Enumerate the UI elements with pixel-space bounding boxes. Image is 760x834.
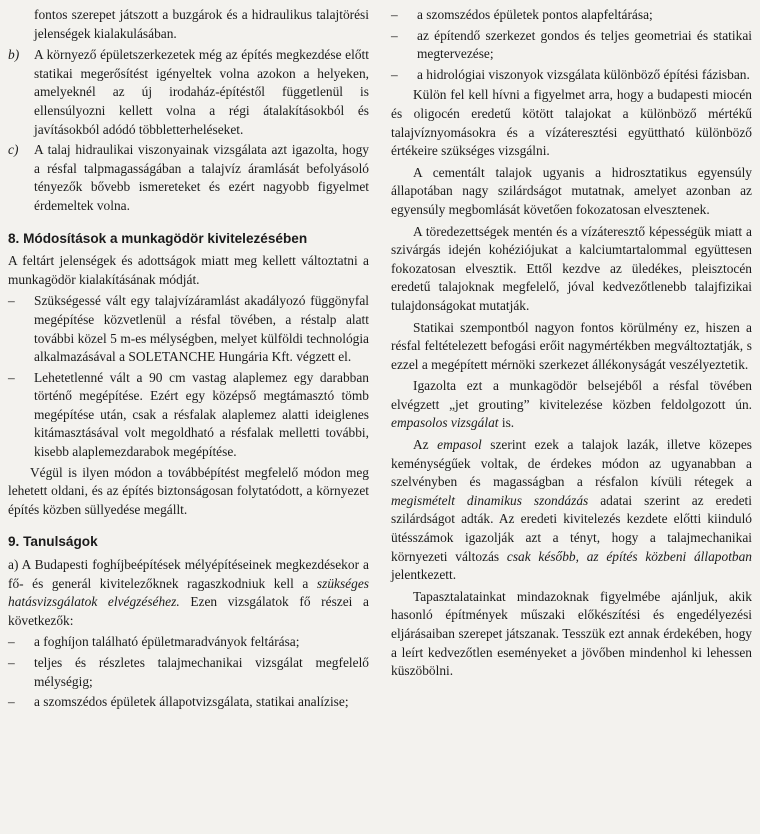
text-run: Az xyxy=(413,437,429,453)
bullet-item xyxy=(8,292,369,366)
italic-emphasis: szükséges hatásvizsgálatok elvégzéséhez. xyxy=(8,575,369,610)
paragraph: Külön fel kell hívni a figyelmet arra, hogy a budapesti miocén és oligocén eredetű kötött talajokat a különböző mértékű talajvíznyomásokra és a vízáteresztési együttható különböző értékeire szükséges vizsgálni. xyxy=(391,87,752,159)
bullet-item xyxy=(391,66,752,85)
italic-emphasis: empasolos vizsgálat xyxy=(391,415,499,431)
paragraph: A töredezettségek mentén és a vízáteresztő képességük miatt a szivárgás idején kohéziójukat a kalciumtartalommal együttesen fokozatosan elvesztik. Ettől kezdve az üledékes, pleisztocén eredetű talajoknak megfelelő, jóval kedvezőtlenebb talajfizikai tulajdonságokat mutatják. xyxy=(391,223,752,313)
bullet-dash: – xyxy=(391,27,398,43)
bullet-text: a szomszédos épületek állapotvizsgálata, statikai analízise; xyxy=(34,694,349,710)
list-marker: b) xyxy=(8,47,20,63)
italic-emphasis: empasol xyxy=(437,437,482,453)
section-heading-8: 8. Módosítások a munkagödör kivitelezésében xyxy=(8,230,308,246)
bullet-dash: – xyxy=(8,293,15,309)
section-8-conclusion: Végül is ilyen módon a továbbépítést megfelelő módon meg lehetett oldani, és az építés biztonságosan folytatódott, a környezet építés közben süllyedése megállt. xyxy=(8,464,369,517)
bullet-dash: – xyxy=(391,7,398,22)
section-9-paragraph-a xyxy=(8,556,369,630)
text-run: a) A Budapesti foghíjbeépítések mélyépítéseinek megkezdésekor a fő- és generál kivitelezőknek ragaszkodniuk kell a xyxy=(8,557,369,591)
text-run: Igazolta ezt a munkagödör belsejéből a résfal tövében elvégzett „jet grouting” kivitelezése közben feldolgozott ún. xyxy=(391,378,752,412)
list-item-text: A környező épületszerkezetek még az építés megkezdése előtt statikai megerősítést igényeltek volna azokon a helyeken, amelyeknél az új irodaház-építéstől függetlenül is ellensúlyozni kellett volna a régi átalakításokból és javításokból adódó többletterheléseket. xyxy=(34,47,369,137)
bullet-text: a foghíjon található épületmaradványok feltárása; xyxy=(34,634,300,650)
right-column xyxy=(391,6,752,834)
bullet-text: a szomszédos épületek pontos alapfeltárása; xyxy=(417,7,653,22)
paragraph: A cementált talajok ugyanis a hidrosztatikus egyensúly állapotában nagy szilárdságot mutatnak, amelyet azonban az egyensúly megbomlását követően fokozatosan elvesztenek. xyxy=(391,164,752,217)
bullet-text: Szükségessé vált egy talajvízáramlást akadályozó függönyfal megépítése közvetlenül a résfal tövében, a réstalp alatt további közel 5 m-es mélységben, melyet külföldi technológia alkalmazásával a SOLETANCHE Hungária Kft. végzett el. xyxy=(34,293,369,365)
section-8-intro: A feltárt jelenségek és adottságok miatt meg kellett változtatni a munkagödör kialakításának módját. xyxy=(8,253,369,287)
list-item-text: A talaj hidraulikai viszonyainak vizsgálata azt igazolta, hogy a résfal talpmagasságában a talajvíz áramlását befolyásoló tényezők bővebb ismereteket és ezért nagyobb figyelmet érdemeltek volna. xyxy=(34,142,369,213)
bullet-item xyxy=(391,27,752,64)
text-run: jelentkezett. xyxy=(391,567,457,583)
bullet-dash: – xyxy=(391,66,398,82)
paragraph xyxy=(391,436,752,585)
bullet-dash: – xyxy=(8,694,15,710)
bullet-text: teljes és részletes talajmechanikai vizsgálat megfelelő mélységig; xyxy=(34,655,369,689)
italic-emphasis: csak később, az építés közbeni állapotban xyxy=(506,548,753,564)
paragraph xyxy=(391,377,752,433)
text-run: szerint ezek a talajok lazák, illetve közepes keménységűek voltak, de érdekes módon az ugyanabban a szelvényben és magasságban a résfalon kívüli rétegek a xyxy=(391,437,752,490)
bullet-text: Lehetetlenné vált a 90 cm vastag alaplemez egy darabban történő megépítése. Ezért egy középső megtámasztó tömb megépítése után, csak a résfalak alaplemez alatti ideiglenes kitámasztásával volt megoldható a résfalak melletti további, kisebb alaplemezdarabok megépítése. xyxy=(34,369,369,460)
list-marker: c) xyxy=(8,142,19,158)
text-run: adatai szerint az eredeti szilárdságot adták. Az eredeti kivitelezés kezdete előtti kiinduló ütésszámok igazolják azt a tényt, hogy a talajmechanikai környezeti változás xyxy=(391,492,752,564)
bullet-dash: – xyxy=(8,655,15,670)
text-run: is. xyxy=(501,415,515,431)
section-heading-9: 9. Tanulságok xyxy=(8,534,98,550)
bullet-item xyxy=(391,6,752,25)
text-run: Ezen vizsgálatok fő részei a következők: xyxy=(8,594,369,628)
list-item-c xyxy=(8,141,369,215)
bullet-dash: – xyxy=(8,369,15,385)
bullet-text: a hidrológiai viszonyok vizsgálata különböző építési fázisban. xyxy=(417,66,750,82)
closing-paragraph: Tapasztalatainkat mindazoknak figyelmébe ajánljuk, akik hasonló építmények műszaki előkészítési és engedélyezési eljárásaiban szerepet játszanak. Tesszük ezt annak érdekében, hogy a leírt kedvezőtlen eseményeket a jövőben mindenhol ki lehessen küszöbölni. xyxy=(391,588,752,679)
bullet-text: az építendő szerkezet gondos és teljes geometriai és statikai megtervezése; xyxy=(417,27,752,62)
paragraph: Statikai szempontból nagyon fontos körülmény ez, hiszen a résfal feltételezett befogási erőit nagymértékben megváltoztatják, s ezzel a megépített mérnöki szerkezet állékonyságát veszélyeztetik. xyxy=(391,319,752,372)
bullet-item xyxy=(8,654,369,691)
continued-paragraph: fontos szerepet játszott a buzgárok és a hidraulikus talajtörési jelenségek kialakulásában. xyxy=(34,7,369,41)
italic-emphasis: megismételt dinamikus szondázás xyxy=(391,492,589,508)
bullet-item xyxy=(8,693,369,712)
bullet-dash: – xyxy=(8,634,15,650)
bullet-item xyxy=(8,633,369,652)
bullet-item xyxy=(8,369,369,462)
list-item-b xyxy=(8,46,369,139)
left-column xyxy=(8,6,369,834)
